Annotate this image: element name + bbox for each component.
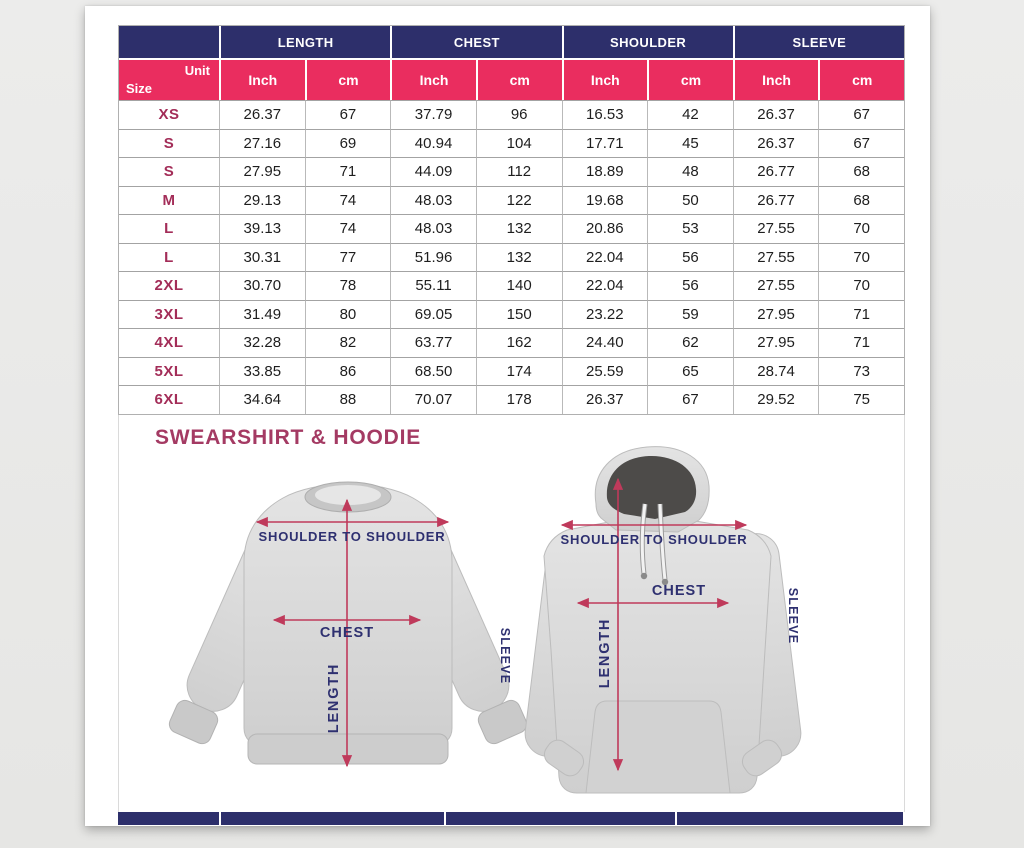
measurement-cell: 74 <box>305 186 391 215</box>
measurement-cell: 70 <box>818 214 904 243</box>
measurement-cell: 82 <box>305 328 391 357</box>
measurement-cell: 44.09 <box>390 157 476 186</box>
measurement-cell: 162 <box>476 328 562 357</box>
size-cell: 5XL <box>119 357 219 386</box>
column-group-header-shoulder: SHOULDER <box>562 26 733 60</box>
hoodie-length-label: LENGTH <box>597 617 613 689</box>
measurement-cell: 29.13 <box>219 186 305 215</box>
measurement-cell: 69 <box>305 129 391 158</box>
measurement-cell: 71 <box>305 157 391 186</box>
size-cell: M <box>119 186 219 215</box>
measurement-cell: 26.77 <box>733 186 819 215</box>
measurement-cell: 77 <box>305 243 391 272</box>
size-row-l <box>119 214 904 243</box>
measurement-cell: 45 <box>647 129 733 158</box>
bar-divider <box>444 812 446 825</box>
size-cell: 6XL <box>119 385 219 414</box>
measurement-cell: 51.96 <box>390 243 476 272</box>
measurement-cell: 27.95 <box>733 328 819 357</box>
measurement-cell: 27.95 <box>219 157 305 186</box>
measurement-cell: 26.37 <box>733 129 819 158</box>
hoodie-illustration <box>523 447 804 793</box>
size-cell: L <box>119 243 219 272</box>
measurement-cell: 23.22 <box>562 300 648 329</box>
measurement-cell: 24.40 <box>562 328 648 357</box>
size-cell: 3XL <box>119 300 219 329</box>
size-cell: 4XL <box>119 328 219 357</box>
measurement-cell: 68 <box>818 157 904 186</box>
unit-header-cm-1: cm <box>305 60 391 100</box>
size-cell: XS <box>119 100 219 129</box>
measurement-cell: 26.37 <box>219 100 305 129</box>
size-row-2xl <box>119 271 904 300</box>
measurement-cell: 73 <box>818 357 904 386</box>
measurement-cell: 26.37 <box>733 100 819 129</box>
size-row-4xl <box>119 328 904 357</box>
bar-divider <box>219 812 221 825</box>
measurement-cell: 132 <box>476 243 562 272</box>
size-row-m <box>119 186 904 215</box>
measurement-cell: 104 <box>476 129 562 158</box>
sweatshirt-shoulder-label: SHOULDER TO SHOULDER <box>258 529 446 544</box>
measurement-cell: 67 <box>647 385 733 414</box>
measurement-cell: 48.03 <box>390 186 476 215</box>
unit-header-inch-0: Inch <box>219 60 305 100</box>
measurement-cell: 48 <box>647 157 733 186</box>
unit-header-row <box>119 60 904 100</box>
measurement-cell: 150 <box>476 300 562 329</box>
measurement-cell: 37.79 <box>390 100 476 129</box>
size-row-s <box>119 157 904 186</box>
unit-header-inch-6: Inch <box>733 60 819 100</box>
measurement-cell: 96 <box>476 100 562 129</box>
measurement-cell: 62 <box>647 328 733 357</box>
column-group-header-sleeve: SLEEVE <box>733 26 904 60</box>
measurement-cell: 53 <box>647 214 733 243</box>
size-rows <box>119 100 904 414</box>
measurement-cell: 70 <box>818 243 904 272</box>
column-group-header-chest: CHEST <box>390 26 561 60</box>
measurement-cell: 29.52 <box>733 385 819 414</box>
column-group-header-length: LENGTH <box>219 26 390 60</box>
measurement-cell: 88 <box>305 385 391 414</box>
measurement-cell: 75 <box>818 385 904 414</box>
sweatshirt-chest-label: CHEST <box>319 625 375 641</box>
size-cell: 2XL <box>119 271 219 300</box>
measurement-cell: 27.55 <box>733 271 819 300</box>
measurement-cell: 67 <box>818 129 904 158</box>
size-unit-corner-cell <box>119 60 219 100</box>
measurement-cell: 25.59 <box>562 357 648 386</box>
garment-measurement-diagram <box>118 440 905 812</box>
measurement-cell: 16.53 <box>562 100 648 129</box>
size-chart <box>118 25 905 415</box>
hoodie-kangaroo-pocket <box>586 701 730 793</box>
measurement-cell: 19.68 <box>562 186 648 215</box>
measurement-cell: 39.13 <box>219 214 305 243</box>
measurement-cell: 69.05 <box>390 300 476 329</box>
size-cell: S <box>119 129 219 158</box>
measurement-cell: 30.70 <box>219 271 305 300</box>
section-title: SWEARSHIRT & HOODIE <box>155 426 422 449</box>
unit-label: Unit <box>184 63 210 78</box>
size-chart-table <box>118 25 905 415</box>
measurement-cell: 68 <box>818 186 904 215</box>
unit-header-inch-4: Inch <box>562 60 648 100</box>
measurement-cell: 22.04 <box>562 243 648 272</box>
measurement-cell: 67 <box>818 100 904 129</box>
measurement-cell: 78 <box>305 271 391 300</box>
measurement-cell: 140 <box>476 271 562 300</box>
measurement-cell: 26.37 <box>562 385 648 414</box>
group-header-row <box>119 26 904 60</box>
measurement-cell: 80 <box>305 300 391 329</box>
measurement-cell: 71 <box>818 328 904 357</box>
measurement-cell: 178 <box>476 385 562 414</box>
sweatshirt-length-label: LENGTH <box>326 662 342 734</box>
measurement-cell: 56 <box>647 271 733 300</box>
measurement-cell: 68.50 <box>390 357 476 386</box>
measurement-cell: 26.77 <box>733 157 819 186</box>
size-guide-page <box>85 6 930 826</box>
unit-header-cm-3: cm <box>476 60 562 100</box>
measurement-cell: 70 <box>818 271 904 300</box>
measurement-cell: 28.74 <box>733 357 819 386</box>
measurement-cell: 32.28 <box>219 328 305 357</box>
size-cell: S <box>119 157 219 186</box>
measurement-cell: 122 <box>476 186 562 215</box>
measurement-cell: 30.31 <box>219 243 305 272</box>
measurement-cell: 33.85 <box>219 357 305 386</box>
sweatshirt-sleeve-label: SLEEVE <box>498 627 512 685</box>
sweatshirt-hem-band <box>248 734 448 764</box>
measurement-cell: 59 <box>647 300 733 329</box>
measurement-cell: 71 <box>818 300 904 329</box>
measurement-cell: 27.55 <box>733 214 819 243</box>
corner-blank-cell <box>119 26 219 60</box>
size-row-3xl <box>119 300 904 329</box>
measurement-cell: 112 <box>476 157 562 186</box>
measurement-cell: 55.11 <box>390 271 476 300</box>
measurement-cell: 67 <box>305 100 391 129</box>
size-row-xs <box>119 100 904 129</box>
unit-header-inch-2: Inch <box>390 60 476 100</box>
unit-header-cm-7: cm <box>818 60 904 100</box>
measurement-cell: 40.94 <box>390 129 476 158</box>
measurement-cell: 132 <box>476 214 562 243</box>
measurement-cell: 56 <box>647 243 733 272</box>
hoodie-shoulder-label: SHOULDER TO SHOULDER <box>560 532 748 547</box>
measurement-cell: 27.55 <box>733 243 819 272</box>
measurement-cell: 48.03 <box>390 214 476 243</box>
sweatshirt-illustration <box>167 482 530 764</box>
next-table-header-bar <box>118 812 903 825</box>
measurement-cell: 27.16 <box>219 129 305 158</box>
sweatshirt-collar-opening <box>315 485 381 505</box>
measurement-cell: 174 <box>476 357 562 386</box>
measurement-cell: 70.07 <box>390 385 476 414</box>
measurement-cell: 18.89 <box>562 157 648 186</box>
measurement-cell: 22.04 <box>562 271 648 300</box>
hoodie-chest-label: CHEST <box>651 583 707 599</box>
size-label: Size <box>126 81 153 96</box>
measurement-cell: 27.95 <box>733 300 819 329</box>
measurement-cell: 86 <box>305 357 391 386</box>
measurement-cell: 63.77 <box>390 328 476 357</box>
unit-header-cm-5: cm <box>647 60 733 100</box>
size-row-5xl <box>119 357 904 386</box>
measurement-cell: 42 <box>647 100 733 129</box>
measurement-cell: 20.86 <box>562 214 648 243</box>
hoodie-sleeve-label: SLEEVE <box>786 587 800 645</box>
measurement-cell: 17.71 <box>562 129 648 158</box>
measurement-cell: 31.49 <box>219 300 305 329</box>
measurement-cell: 34.64 <box>219 385 305 414</box>
measurement-cell: 74 <box>305 214 391 243</box>
size-cell: L <box>119 214 219 243</box>
sweatshirt-body <box>244 484 452 746</box>
size-row-l <box>119 243 904 272</box>
measurement-cell: 50 <box>647 186 733 215</box>
size-row-6xl <box>119 385 904 414</box>
bar-divider <box>675 812 677 825</box>
measurement-cell: 65 <box>647 357 733 386</box>
size-row-s <box>119 129 904 158</box>
